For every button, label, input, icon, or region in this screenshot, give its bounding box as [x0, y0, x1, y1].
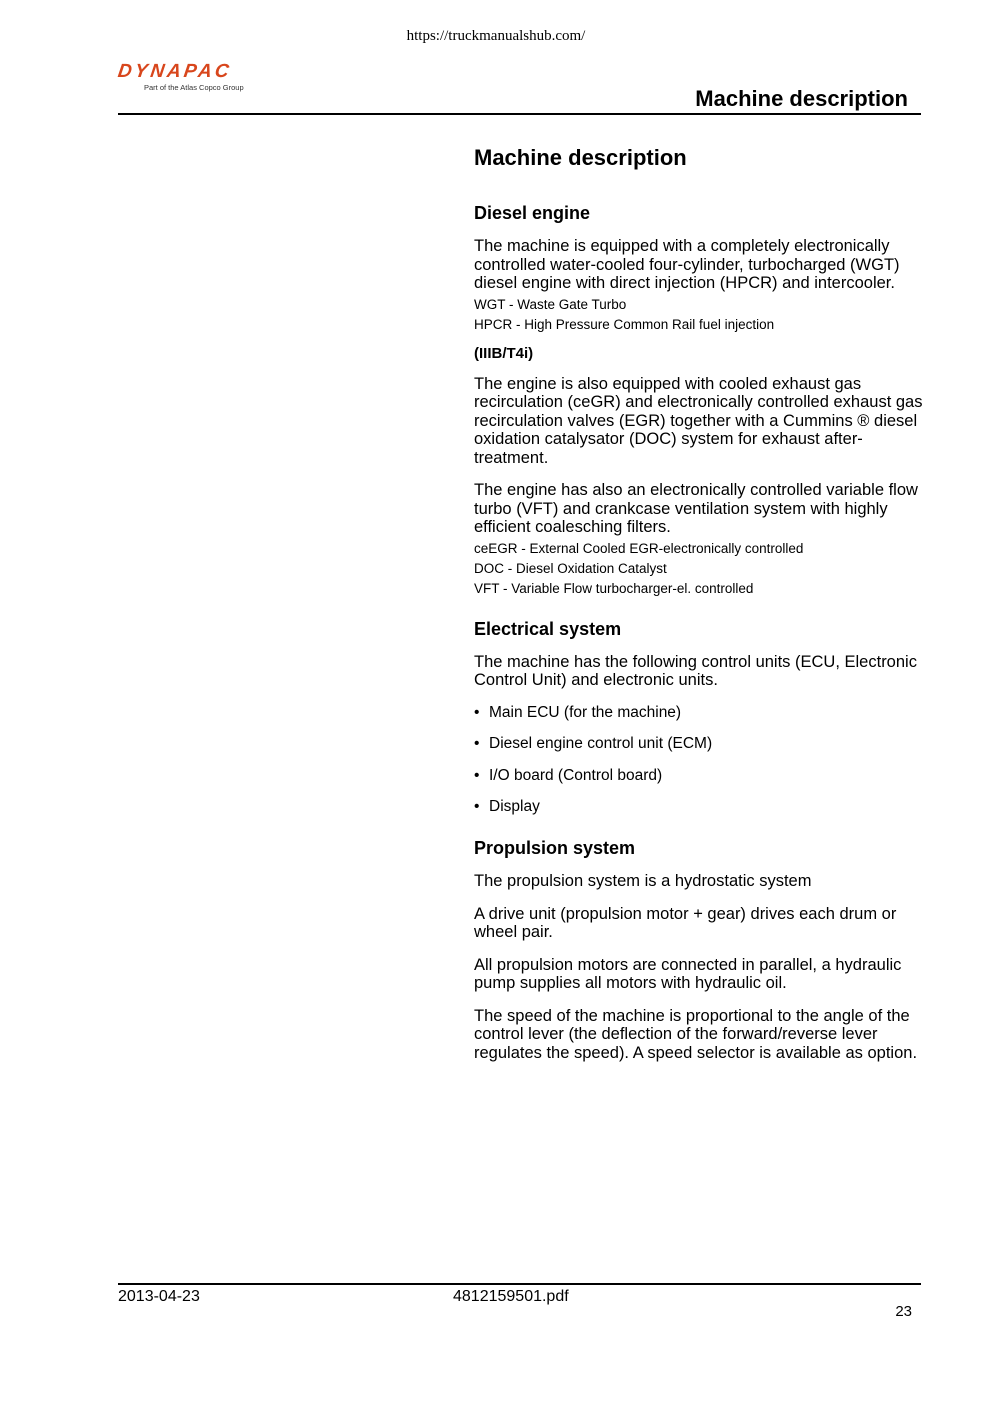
section-heading-electrical: Electrical system — [474, 618, 622, 639]
electrical-paragraph-1: The machine has the following control units (ECU, Electronic Control Unit) and electronic units. — [474, 652, 917, 689]
diesel-paragraph-2: The engine is also equipped with cooled exhaust gas recirculation (ceGR) and electronically controlled exhaust gas recirculation valves (EGR) together with a Cummins ® diesel oxidation catalysator (DOC) system for exhaust after-treatment. — [474, 374, 923, 467]
bullet-icon: • — [474, 766, 480, 784]
list-item: • I/O board (Control board) — [474, 766, 663, 784]
bullet-icon: • — [474, 735, 480, 752]
header-rule — [118, 113, 921, 115]
header-title: Machine description — [695, 86, 908, 111]
source-url: https://truckmanualshub.com/ — [406, 28, 586, 44]
propulsion-system-section — [474, 838, 924, 1062]
footer-filename: 4812159501.pdf — [453, 1288, 569, 1305]
propulsion-paragraph-1: The propulsion system is a hydrostatic system — [474, 872, 812, 890]
list-item: • Display — [474, 798, 540, 815]
electrical-system-section — [474, 619, 924, 817]
section-heading-diesel: Diesel engine — [474, 203, 591, 223]
section-heading-propulsion: Propulsion system — [474, 838, 636, 858]
abbr-doc: DOC - Diesel Oxidation Catalyst — [474, 560, 667, 576]
abbr-vft: VFT - Variable Flow turbocharger-el. controlled — [474, 580, 754, 596]
page-number: 23 — [895, 1303, 912, 1320]
abbr-wgt: WGT - Waste Gate Turbo — [474, 296, 627, 312]
abbr-hpcr: HPCR - High Pressure Common Rail fuel injection — [474, 316, 775, 332]
logo-wordmark: DYNAPAC — [116, 61, 234, 82]
footer-date: 2013-04-23 — [118, 1288, 200, 1305]
control-units-list — [474, 704, 924, 817]
footer-rule — [118, 1283, 921, 1285]
propulsion-paragraph-2: A drive unit (propulsion motor + gear) drives each drum or wheel pair. — [474, 904, 897, 941]
dynapac-logo — [118, 62, 288, 92]
diesel-paragraph-3: The engine has also an electronically controlled variable flow turbo (VFT) and crankcase ventilation system with highly efficient coalesching filters. — [474, 481, 918, 536]
diesel-paragraph-1: The machine is equipped with a completely electronically controlled water-cooled four-cylinder, turbocharged (WGT) diesel engine with direct injection (HPCR) and intercooler. — [474, 237, 900, 292]
list-item: • Main ECU (for the machine) — [474, 703, 682, 721]
list-item: • Diesel engine control unit (ECM) — [474, 735, 713, 752]
propulsion-paragraph-4: The speed of the machine is proportional to the angle of the control lever (the deflection of the forward/reverse lever regulates the speed). A speed selector is available as option. — [474, 1006, 918, 1062]
main-content — [474, 145, 924, 1084]
abbr-ceegr: ceEGR - External Cooled EGR-electronically controlled — [474, 540, 804, 556]
subheading-iiib: (IIIB/T4i) — [474, 344, 534, 362]
diesel-engine-section — [474, 203, 924, 597]
page-title: Machine description — [474, 145, 687, 170]
bullet-icon: • — [474, 798, 480, 815]
logo-tagline: Part of the Atlas Copco Group — [144, 83, 244, 92]
bullet-icon: • — [474, 703, 480, 721]
propulsion-paragraph-3: All propulsion motors are connected in parallel, a hydraulic pump supplies all motors with hydraulic oil. — [474, 955, 902, 992]
